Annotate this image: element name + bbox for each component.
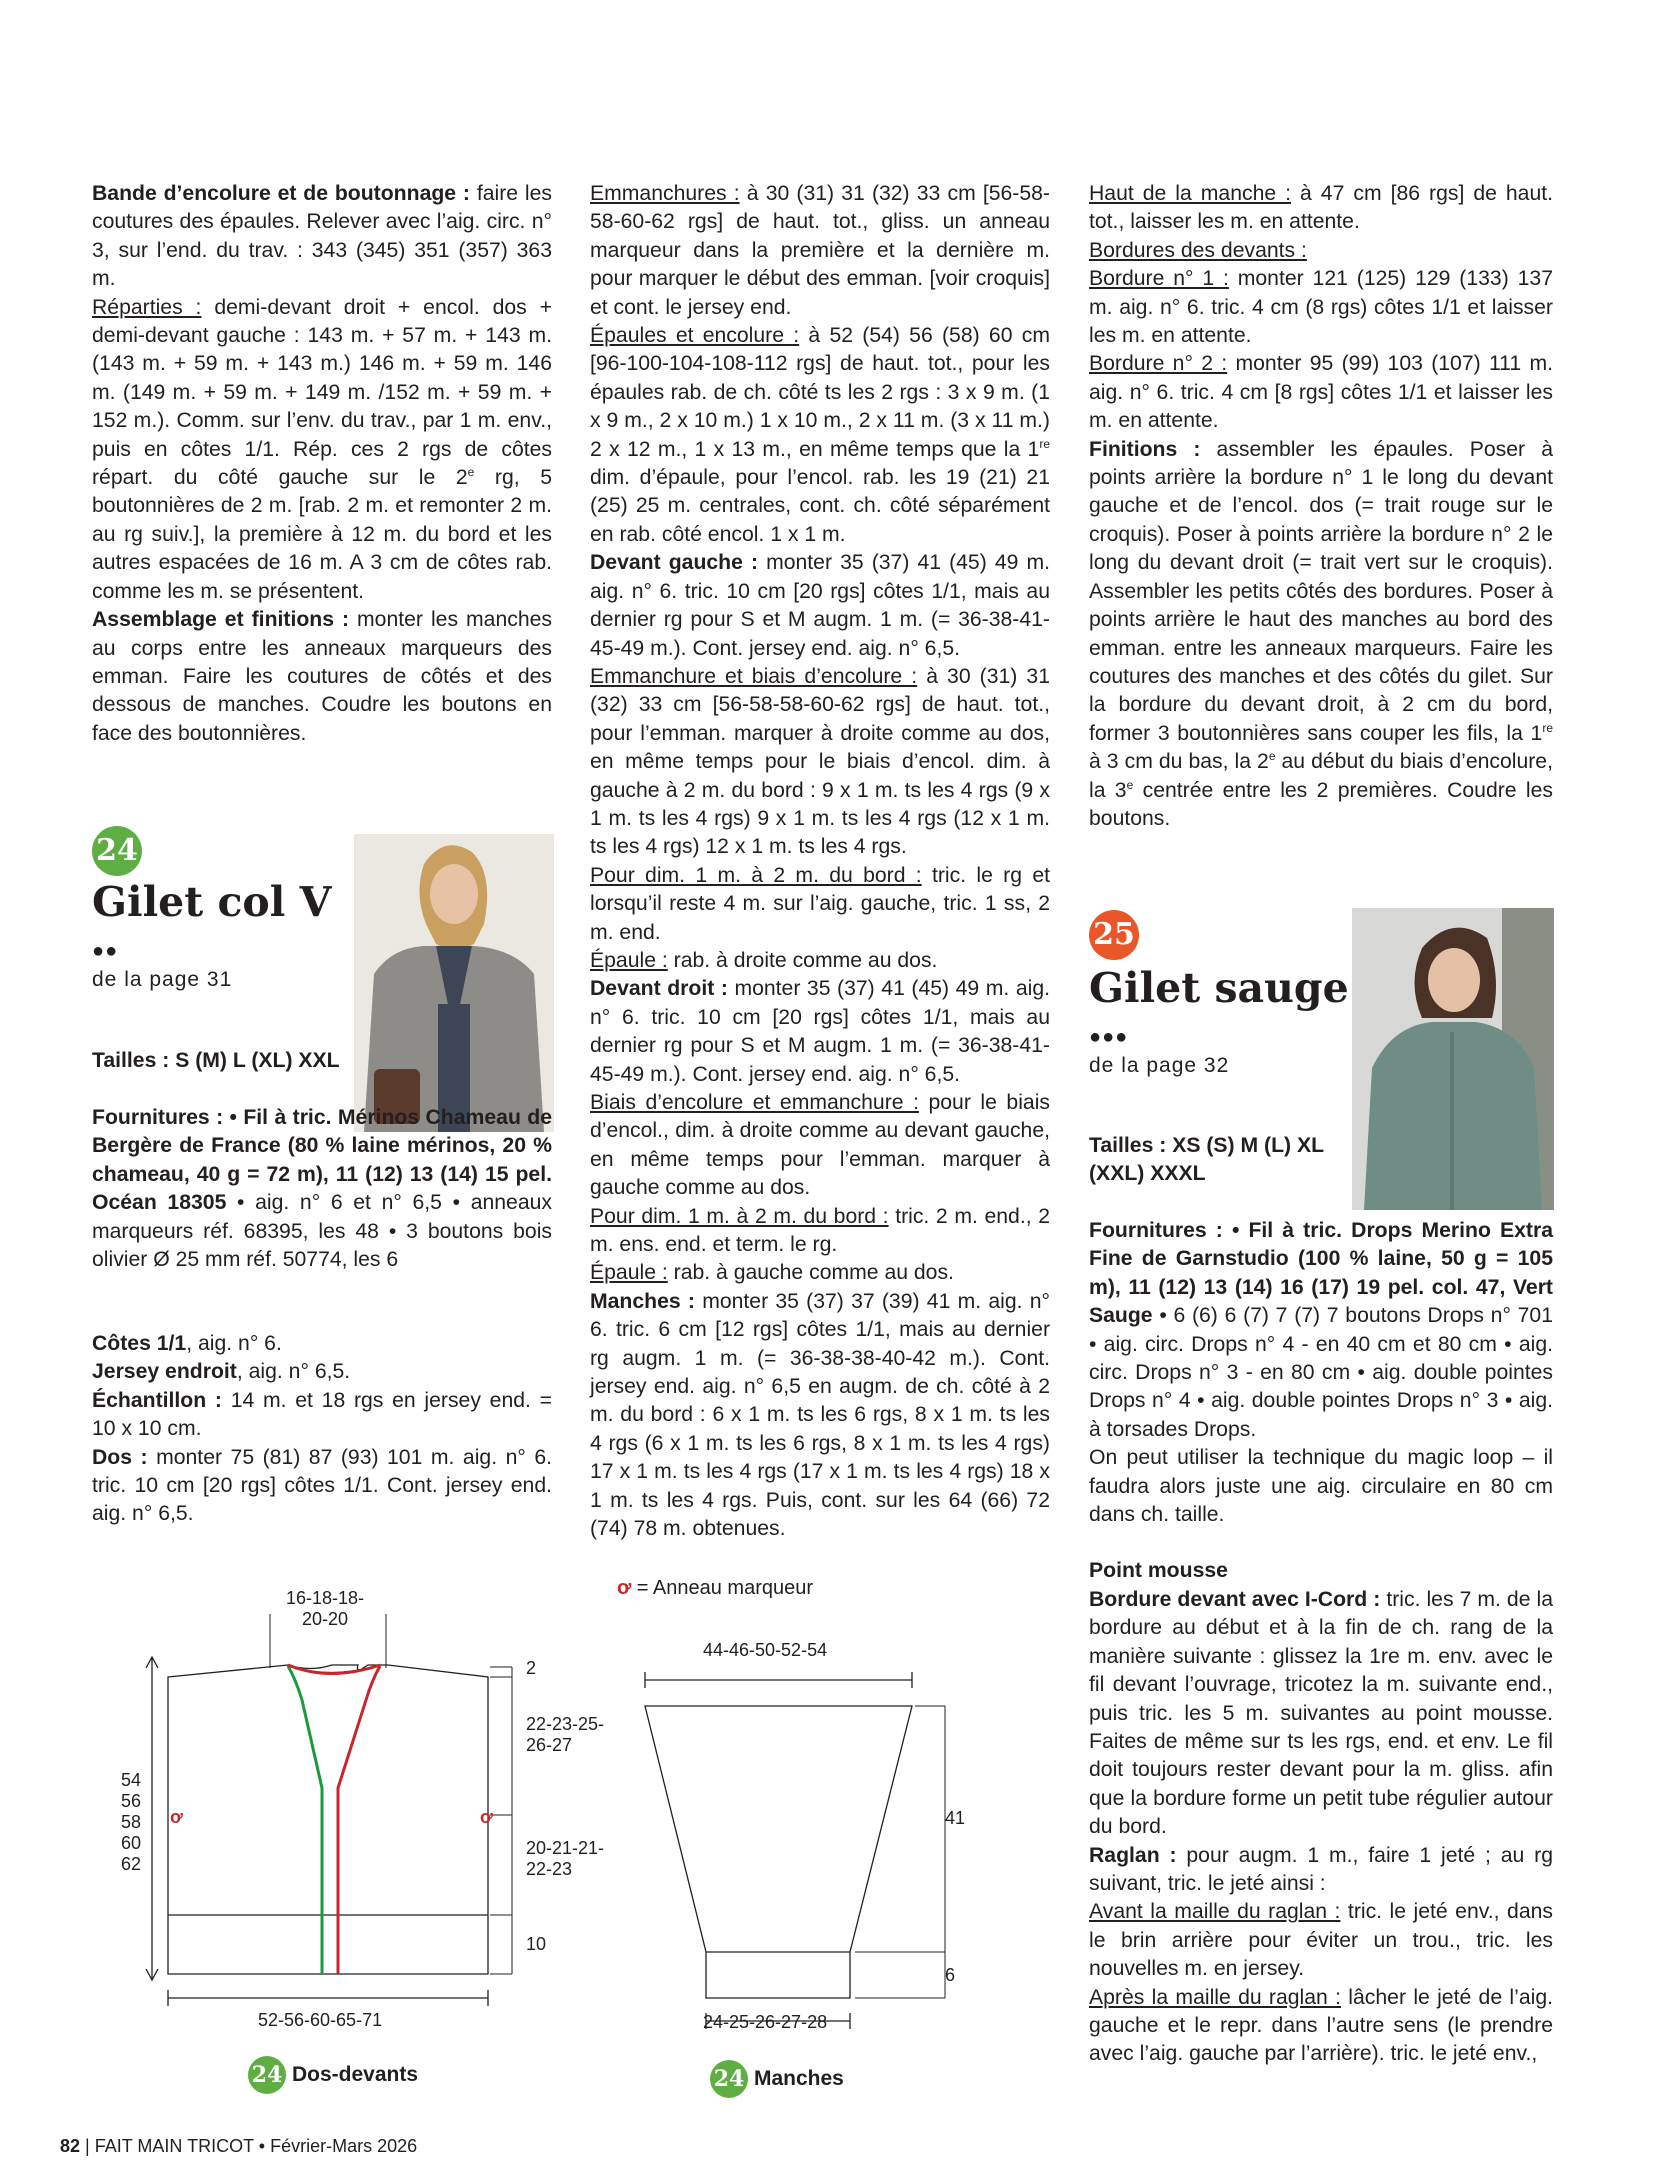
pattern-number-badge: 24 [92,826,142,876]
diagram-number-badge: 24 [710,2060,748,2098]
paragraph: Pour dim. 1 m. à 2 m. du bord : tric. le rg et lorsqu’il reste 4 m. sur l’aig. gauche, tric. 1 ss, 2 m. end. [590,863,1050,944]
paragraph: Après la maille du raglan : lâcher le jeté de l’aig. gauche et le repr. dans l’autre sens (le prendre avec l’aig. gauche par l’arrière). tric. le jeté env., [1089,1985,1553,2066]
paragraph: Bordures des devants : [1089,238,1307,262]
paragraph: Fournitures : • Fil à tric. Drops Merino Extra Fine de Garnstudio (100 % laine, 50 g = 105 m), 11 (12) 13 (14) 16 (17) 19 pel. col. 47, Vert Sauge • 6 (6) 6 (7) 7 (7) 7 boutons Drops n° 701 • aig. circ. Drops n° 4 - en 40 cm et 80 cm • aig. circ. Drops n° 3 - en 80 cm • aig. double pointes Drops n° 4 • aig. double pointes Drops n° 3 • aig. à torsades Drops. [1089,1219,1553,1441]
pattern-title: Gilet sauge [1089,964,1349,1012]
diagram-number-badge: 24 [248,2056,286,2094]
paragraph: Épaule : rab. à droite comme au dos. [590,948,938,972]
magazine-name: FAIT MAIN TRICOT [94,2136,254,2156]
page-footer [60,2136,417,2157]
paragraph: Dos : monter 75 (81) 87 (93) 101 m. aig. n° 6. tric. 10 cm [20 rgs] côtes 1/1. Cont. jersey end. aig. n° 6,5. [92,1445,553,1526]
dim-width: 52-56-60-65-71 [258,2010,383,2030]
paragraph: Bordure n° 2 : monter 95 (99) 103 (107) 111 m. aig. n° 6. tric. 4 cm [8 rgs] côtes 1/1 et laisser les m. en attente. [1089,352,1553,433]
pattern-title: Gilet col V [92,878,332,926]
paragraph: Pour dim. 1 m. à 2 m. du bord : tric. 2 m. end., 2 m. ens. end. et term. le rg. [590,1204,1050,1257]
paragraph: Devant gauche : monter 35 (37) 41 (45) 49 m. aig. n° 6. tric. 10 cm [20 rgs] côtes 1/1, mais au dernier rg pour S et M augm. 1 m. (= 36-38-41-45-49 m.). Cont. jersey end. aig. n° 6,5. [590,551,1050,660]
caption-label: Dos-devants [292,2063,419,2086]
paragraph: Bordure devant avec I-Cord : tric. les 7 m. de la bordure au début et à la fin de ch. rang de la manière suivante : glissez la 1re m. env. avec le fil devant l’ouvrage, tricotez la m. suivante end., puis tric. les 5 m. suivantes au point mousse. Faites de même sur ts les rgs, end. et env. Le fil doit toujours rester devant pour la m. gliss. afin que la bordure forme un petit tube régulier autour du bord. [1089,1587,1553,1839]
sleeve-schematic [645,1672,945,2029]
stitch-marker-icon: ơ [617,1577,632,1599]
difficulty-rating: ●● [92,940,119,962]
paragraph: Échantillon : 14 m. et 18 rgs en jersey end. = 10 x 10 cm. [92,1388,552,1441]
paragraph: Assemblage et finitions : monter les manches au corps entre les anneaux marqueurs des emman. Faire les coutures de côtés et des dessous de manches. Coudre les boutons en face des boutonnières. [92,608,552,745]
difficulty-rating: ●●● [1089,1026,1129,1048]
dim-sleeve-rib: 6 [945,1965,956,1985]
diagram-caption [710,2060,844,2098]
page-reference: de la page 31 [92,968,233,991]
paragraph: Jersey endroit, aig. n° 6,5. [92,1360,351,1384]
dim-sleeve-top: 44-46-50-52-54 [703,1640,828,1660]
page-reference: de la page 32 [1089,1054,1230,1077]
pattern-number-badge: 25 [1089,910,1139,960]
paragraph: Bordure n° 1 : monter 121 (125) 129 (133) 137 m. aig. n° 6. tric. 4 cm (8 rgs) côtes 1/1 et laisser les m. en attente. [1089,267,1553,348]
paragraph: Haut de la manche : à 47 cm [86 rgs] de haut. tot., laisser les m. en attente. [1089,182,1554,234]
page-number: 82 [60,2136,81,2156]
paragraph: Réparties : demi-devant droit + encol. dos + demi-devant gauche : 143 m. + 57 m. + 143 m. (143 m. + 59 m. + 143 m.) 146 m. + 59 m. 146 m. (149 m. + 59 m. + 149 m. /152 m. + 59 m. + 152 m.). Comm. sur l’env. du trav., par 1 m. env., puis en côtes 1/1. Rép. ces 2 rgs de côtes répart. du côté gauche sur le 2e rg, 5 boutonnières de 2 m. [rab. 2 m. et remonter 2 m. au rg suiv.], la première à 12 m. du bord et les autres espacées de 16 m. A 3 cm de côtes rab. comme les m. se présentent. [92,295,553,603]
dim-shoulder: 2 [526,1658,537,1678]
dim-sleeve-width: 24-25-26-27-28 [703,2012,828,2032]
paragraph: Bande d’encolure et de boutonnage : faire les coutures des épaules. Relever avec l’aig. circ. n° 3, sur l’end. du trav. : 343 (345) 351 (357) 363 m. [92,182,552,291]
paragraph: Finitions : assembler les épaules. Poser à points arrière la bordure n° 1 le long du devant gauche et de l’encol. dos (= trait rouge sur le croquis). Poser à points arrière la bordure n° 2 le long du devant droit (= trait vert sur le croquis). Assembler les petits côtés des bordures. Poser à points arrière le haut des manches au bord des emman. entre les anneaux marqueurs. Faire les coutures des manches et des côtés du gilet. Sur la bordure du devant droit, à 2 cm du bord, former 3 boutonnières sans couper les fils, la 1re à 3 cm du bas, la 2e au début du biais d’encolure, la 3e centrée entre les 2 premières. Coudre les boutons. [1089,437,1553,830]
dim-armhole: 22-23-25- 26-27 [526,1714,605,1755]
paragraph: Point mousse [1089,1559,1228,1583]
paragraph: Manches : monter 35 (37) 37 (39) 41 m. aig. n° 6. tric. 6 cm [12 rgs] côtes 1/1, mais au dernier rg augm. 1 m. (= 36-38-38-40-42 m.). Cont. jersey end. aig. n° 6,5 en augm. de ch. côté à 2 m. du bord : 6 x 1 m. ts les 6 rgs, 8 x 1 m. ts les 4 rgs (6 x 1 m. ts les 6 rgs, 8 x 1 m. ts les 4 rgs) 17 x 1 m. ts les 4 rgs (17 x 1 m. ts les 4 rgs) 18 x 1 m. ts les 4 rgs. Puis, cont. sur les 64 (66) 72 (74) 78 m. obtenues. [590,1289,1050,1541]
sizes-line: Tailles : S (M) L (XL) XXL [92,1049,340,1072]
paragraph: Emmanchures : à 30 (31) 31 (32) 33 cm [56-58-58-60-62 rgs] de haut. tot., gliss. un anneau marqueur dans la première et la dernière m. pour marquer le début des emman. [voir croquis] et cont. le jersey end. [590,182,1050,319]
dim-sleeve-height: 41 [945,1808,966,1828]
caption-label: Manches [754,2067,844,2090]
paragraph: Fournitures : • Fil à tric. Mérinos Chameau de Bergère de France (80 % laine mérinos, 20 % chameau, 40 g = 72 m), 11 (12) 13 (14) 15 pel. Océan 18305 • aig. n° 6 et n° 6,5 • anneaux marqueurs réf. 68395, les 48 • 3 boutons bois olivier Ø 25 mm réf. 50774, les 6 [92,1106,552,1272]
dim-lower-body: 20-21-21- 22-23 [526,1838,605,1879]
paragraph: Côtes 1/1, aig. n° 6. [92,1332,282,1355]
green-front-band [288,1666,322,1974]
dim-top-neck: 16-18-18- 20-20 [286,1588,365,1629]
footer-separator: | [85,2136,90,2156]
paragraph: Devant droit : monter 35 (37) 41 (45) 49 m. aig. n° 6. tric. 10 cm [20 rgs] côtes 1/1, mais au dernier rg pour S et M augm. 1 m. (= 36-38-41-45-49 m.). Cont. jersey end. aig. n° 6,5. [590,977,1050,1086]
stitch-marker-icon: ơ [480,1807,493,1827]
paragraph: Épaules et encolure : à 52 (54) 56 (58) 60 cm [96-100-104-108-112 rgs] de haut. tot., pour les épaules rab. de ch. côté ts les 2 rgs : 3 x 9 m. (1 x 9 m., 2 x 10 m.) 1 x 10 m., 2 x 11 m. (3 x 11 m.) 2 x 12 m., 1 x 13 m., en même temps que la 1re dim. d’épaule, pour l’encol. rab. les 19 (21) 21 (25) 25 m. centrales, cont. ch. côté séparément en rab. côté encol. 1 x 1 m. [590,324,1050,546]
stitch-marker-icon: ơ [170,1807,183,1827]
dim-total-height: 54 56 58 60 62 [121,1770,142,1874]
paragraph: On peut utiliser la technique du magic loop – il faudra alors juste une aig. circulaire en 80 cm dans ch. taille. [1089,1446,1553,1527]
sizes-line: Tailles : XS (S) M (L) XL (XXL) XXXL [1089,1134,1324,1186]
paragraph: Raglan : pour augm. 1 m., faire 1 jeté ; au rg suivant, tric. le jeté ainsi : [1089,1843,1553,1895]
issue-date: Février-Mars 2026 [270,2136,418,2156]
red-front-band [338,1666,380,1974]
paragraph: Avant la maille du raglan : tric. le jeté env., dans le brin arrière pour éviter un trou., tric. les nouvelles m. en jersey. [1089,1900,1553,1981]
legend-label: = Anneau marqueur [636,1577,814,1599]
dim-rib: 10 [526,1934,547,1954]
paragraph: Biais d’encolure et emmanchure : pour le biais d’encol., dim. à droite comme au devant gauche, en même temps pour l’emman. marquer à gauche comme au dos. [590,1091,1050,1200]
paragraph: Emmanchure et biais d’encolure : à 30 (31) 31 (32) 33 cm [56-58-58-60-62 rgs] de haut. tot., pour l’emman. marquer à droite comme au dos, en même temps pour le biais d’encol. dim. à gauche à 2 m. du bord : 9 x 1 m. ts les 4 rgs (9 x 1 m. ts les 4 rgs) 9 x 1 m. ts les 4 rgs (12 x 1 m. ts les 4 rgs) 12 x 1 m. ts les 4 rgs. [590,664,1050,859]
paragraph: Épaule : rab. à gauche comme au dos. [590,1261,954,1285]
footer-bullet: • [258,2136,266,2156]
diagram-caption [248,2056,418,2094]
